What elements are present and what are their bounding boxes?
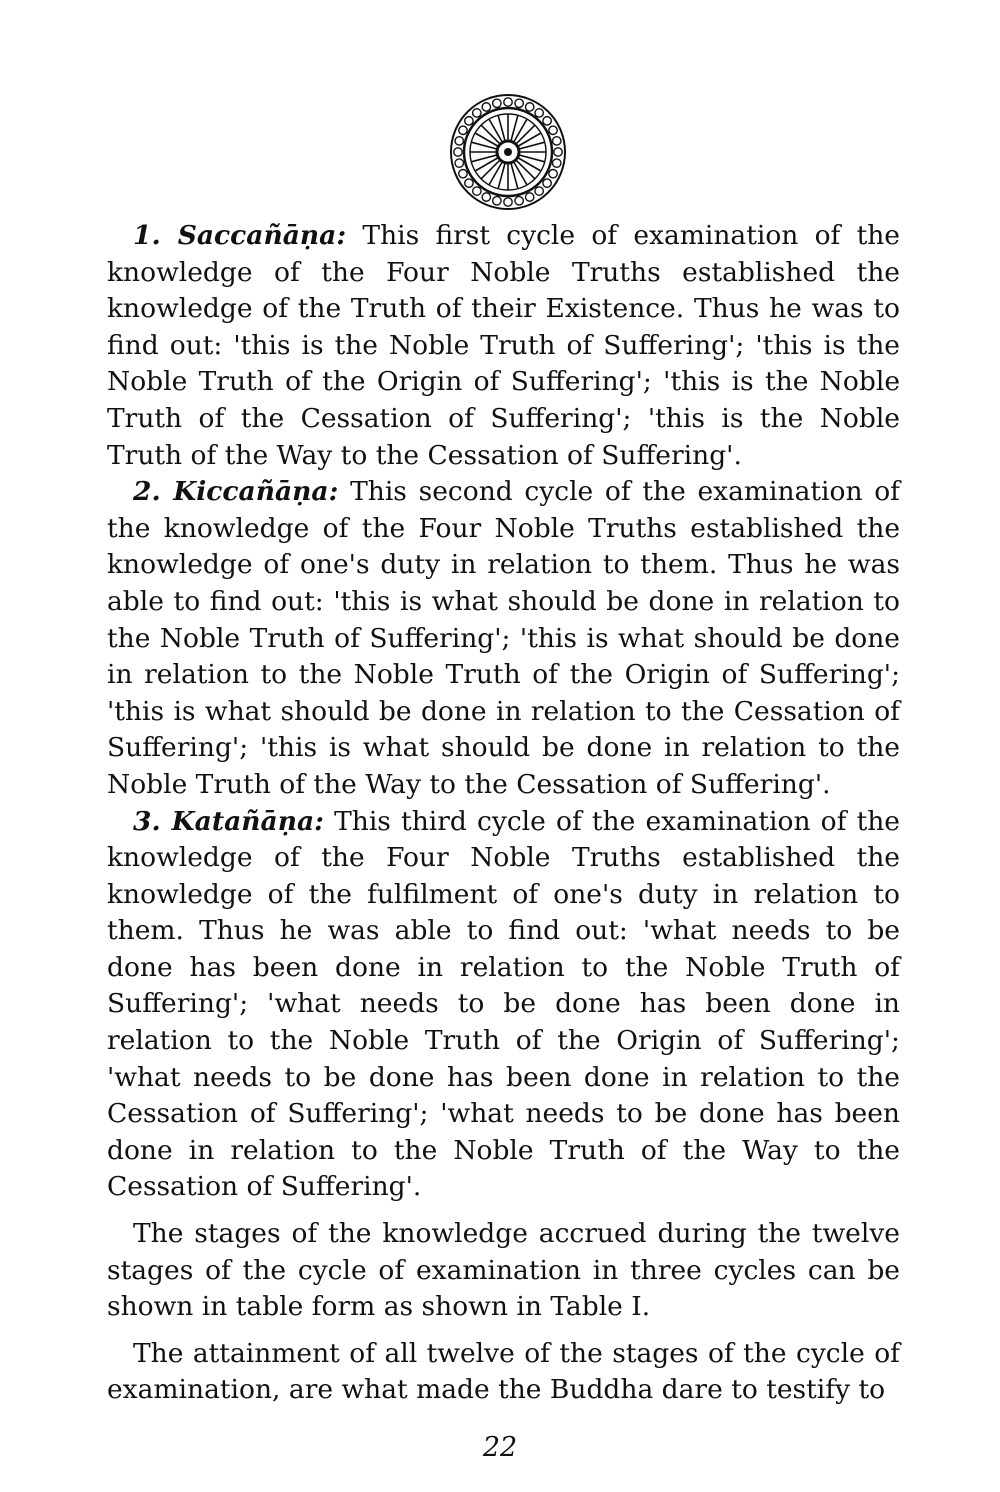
list-item-saccanana <box>107 218 900 474</box>
item-heading <box>133 220 346 251</box>
item-number: 1. <box>133 220 161 251</box>
item-text: This second cycle of the examination of the knowledge of the Four Noble Truths established the knowledge of one's duty in relation to them. Thus he was able to find out: 'this is what should be done in relation to the Noble Truth of Suffering'; 'this is what should be done in relation to the Noble Truth of the Origin of Suffering'; 'this is what should be done in relation to the Cessation of Suffering'; 'this is what should be done in relation to the Noble Truth of the Way to the Cessation of Suffering'. <box>107 476 900 800</box>
item-number: 3. <box>133 805 161 837</box>
item-text: This first cycle of examination of the knowledge of the Four Noble Truths established the knowledge of the Truth of their Existence. Thus he was to find out: 'this is the Noble Truth of Suffering'; 'this is the Noble Truth of the Origin of Suffering'; 'this is the Noble Truth of the Cessation of Suffering'; 'this is the Noble Truth of the Way to the Cessation of Suffering'. <box>107 220 900 471</box>
paragraph-stages: The stages of the knowledge accrued during the twelve stages of the cycle of examination in three cycles can be shown in table form as shown in Table I. <box>107 1218 900 1323</box>
item-number: 2. <box>133 476 161 508</box>
item-term: Saccañāṇa: <box>177 220 347 251</box>
list-item-katanana <box>107 804 900 1207</box>
paragraph-attainment: The attainment of all twelve of the stages of the cycle of examination, are what made the Buddha dare to testify to <box>107 1337 900 1406</box>
page-number: 22 <box>482 1432 518 1463</box>
body-text <box>107 218 900 1409</box>
item-term: Kiccañāṇa: <box>173 476 339 508</box>
dharma-wheel-icon <box>448 92 568 212</box>
list-item-kiccanana <box>107 474 900 803</box>
item-heading <box>133 806 324 837</box>
item-heading <box>133 476 338 507</box>
item-term: Katañāṇa: <box>171 805 324 837</box>
item-text: This third cycle of the examination of the knowledge of the Four Noble Truths established the knowledge of the fulfilment of one's duty in relation to them. Thus he was able to find out: 'what needs to be done has been done in relation to the Noble Truth of Suffering'; 'what needs to be done has been done in relation to the Noble Truth of the Origin of Suffering'; 'what needs to be done has been done in relation to the Cessation of Suffering'; 'what needs to be done has been done in relation to the Noble Truth of the Way to the Cessation of Suffering'. <box>107 805 900 1203</box>
